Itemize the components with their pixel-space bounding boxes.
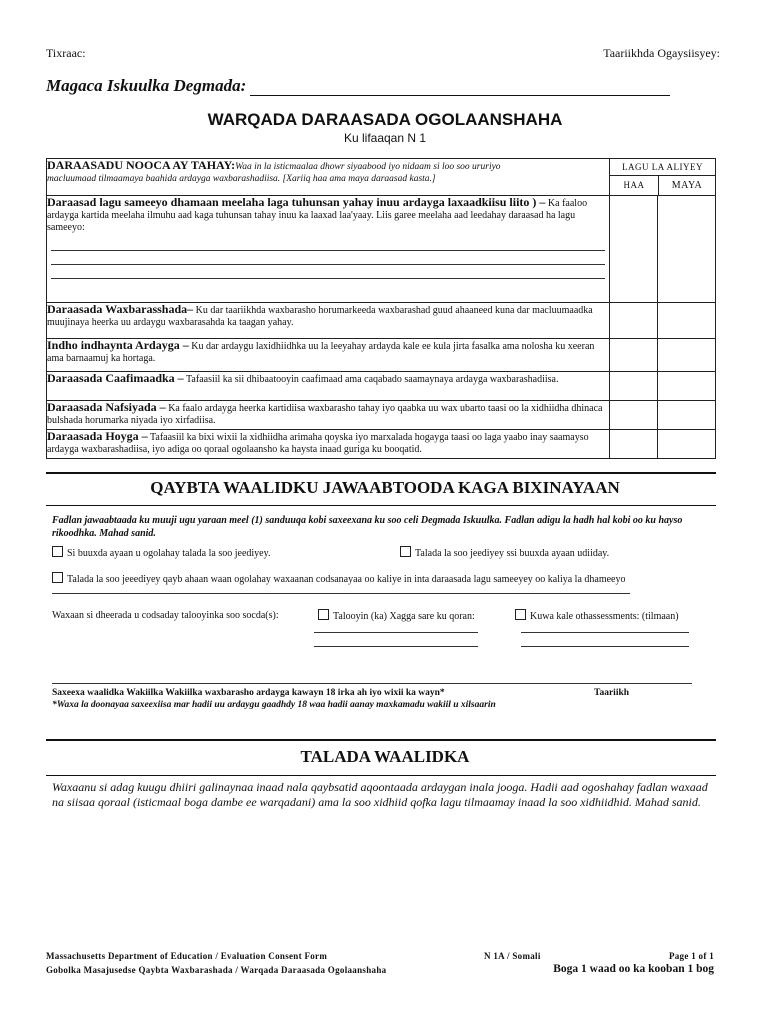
parent-section-text: Waxaanu si adag kuugu dhiiri galinaynaa inaad nala qaybsatid aqoontaada ardaygan inala jooga. Hadii aad ogoshahay fadlan waxaad na siisaa qoraal (isticmaal boga dambe ee warqadani) ama la soo xidhiid qofka lagu tilmaamay inaad la soo xidhiidhid. Mahad sanid. (52, 780, 708, 809)
no-cell[interactable] (658, 339, 716, 372)
discuss-option[interactable] (318, 609, 475, 622)
table-row (47, 196, 610, 303)
row-description: Ku dar taariikhda waxbarasho horumarkeeda waxbarashad guud ahaaneed kuna dar macluumaadka muujinaya heerka uu ardaygu waxbarasahda ka taagan yahay. (47, 305, 593, 328)
yes-cell[interactable] (610, 303, 658, 339)
row-name: Daraasad lagu sameeyo dhamaan meelaha laga tuhunsan yahay inuu ardayga laxaadkiisu liito ) – (47, 195, 546, 209)
header-note-1: Waa in la isticmaalaa dhowr siyaabood iyo nidaam si loo soo ururiyo (235, 162, 501, 172)
section-divider (46, 739, 716, 741)
table-row (47, 303, 610, 339)
row-name: Daraasada Caafimaadka – (47, 371, 184, 385)
parent-section-title: TALADA WAALIDKA (300, 747, 470, 766)
table-header-cell (47, 159, 610, 196)
areas-line[interactable] (51, 251, 605, 265)
table-row (47, 430, 610, 459)
section-divider (46, 505, 716, 506)
date-label: Tixraac: (46, 46, 86, 60)
footer-page-somali: Boga 1 waad oo ka kooban 1 bog (553, 963, 714, 975)
yes-column-label: HAA (610, 176, 659, 195)
refuse-checkbox[interactable] (400, 546, 411, 557)
no-cell[interactable] (658, 372, 716, 401)
no-column-label: MAYA (671, 180, 703, 191)
row-description: Ka faaloo ardayga kartida meelaha ilmuhu aad kaga tuhunsan tahay inuu ka laaxad laa'yaay. Liis garee meelaha aad leedahay daraasad ha lagu sameeyo: (47, 198, 588, 233)
school-name-row (46, 76, 686, 96)
no-cell[interactable] (658, 430, 716, 459)
header-note-2: macluumaad tilmaamaya baahida ardayga waxbarashadiisa. [Xariiq haa ama maya daraasad kasta.] (47, 174, 436, 184)
table-row (47, 372, 610, 401)
assessment-type-heading: DARAASADU NOOCA AY TAHAY: (47, 158, 236, 172)
signature-label: Saxeexa waalidka Wakiilka Wakiilka waxbarasho ardayga kawayn 18 irka ah iyo wixii ka wayn* (52, 688, 445, 698)
yes-cell[interactable] (610, 401, 658, 430)
areas-line[interactable] (51, 237, 605, 251)
agreement-group-label: LAGU LA ALIYEY (610, 159, 715, 176)
row-description: Ka faalo ardayga heerka kartidiisa waxbarasho tahay iyo qaabka uu wax ubarto taasi oo la xidhiidha dhinaca bulshada horumarka niyada iyo xirfadiisa. (47, 403, 603, 426)
partial-consent-option-label: Talada la soo jeeediyey qayb ahaan waan ogolahay waxaanan codsanayaa oo kaliye in inta daraasada lagu sameeyey oo kaliya la dhameeyo (67, 574, 626, 585)
request-label: Waxaan si dheerada u codsaday talooyinka soo socda(s): (52, 610, 279, 621)
agreement-column-header (610, 159, 716, 196)
partial-consent-line[interactable] (52, 593, 630, 594)
form-subtitle: Ku lifaaqan N 1 (343, 131, 427, 145)
discuss-line[interactable] (314, 632, 478, 633)
footer-page-english: Page 1 of 1 (668, 951, 714, 961)
signature-note: *Waxa la doonayaa saxeexiisa mar hadii uu ardaygu gaadhdy 18 waa hadii aanay maxkamadu wakiil u xilsaarin (52, 700, 496, 710)
row-description: Tafaasiil ka sii dhibaatooyin caafimaad ama caqabado saamaynaya ardayga waxbarashadiisa. (186, 374, 559, 385)
discuss-option-label: Talooyin (ka) Xagga sare ku qoran: (333, 611, 475, 622)
no-cell[interactable] (658, 196, 716, 303)
other-line[interactable] (521, 632, 689, 633)
date-sent-label: Taariikhda Ogaysiisyey: (603, 46, 720, 60)
areas-line[interactable] (51, 265, 605, 279)
row-name: Daraasada Nafsiyada – (47, 400, 166, 414)
assessment-table (46, 158, 716, 459)
consent-option-label: Si buuxda ayaan u ogolahay talada la soo jeediyey. (67, 548, 271, 559)
other-checkbox[interactable] (515, 609, 526, 620)
response-section-title: QAYBTA WAALIDKU JAWAABTOODA KAGA BIXINAYAAN (150, 478, 620, 497)
yes-cell[interactable] (610, 196, 658, 303)
yes-cell[interactable] (610, 430, 658, 459)
discuss-line[interactable] (314, 646, 478, 647)
other-line[interactable] (521, 646, 689, 647)
no-cell[interactable] (658, 303, 716, 339)
section-divider (46, 775, 716, 776)
footer-form-code: N 1A / Somali (484, 951, 541, 961)
signature-line[interactable] (52, 683, 692, 684)
footer-dept-somali: Gobolka Masajusedse Qaybta Waxbarashada / Warqada Daraasada Ogolaanshaha (46, 965, 387, 975)
row-name: Daraasada Hoyga – (47, 429, 148, 443)
section-divider (46, 472, 716, 474)
refuse-option[interactable] (400, 546, 609, 559)
table-row (47, 401, 610, 430)
other-option[interactable] (515, 609, 679, 622)
yes-cell[interactable] (610, 372, 658, 401)
row-description: Tafaasiil ka bixi wixii la xidhiidha arimaha qoyska iyo marxalada hogayga taasi oo laga yaabo inay saamayso ardayga waxbarashadiisa, iyo adiga oo qoraal ogolaansho ka haysta inaad guriga ku booqatid. (47, 432, 589, 455)
refuse-option-label: Talada la soo jeediyey ssi buuxda ayaan udiiday. (415, 548, 610, 559)
row-name: Daraasada Waxbarasshada– (47, 302, 194, 316)
discuss-checkbox[interactable] (318, 609, 329, 620)
response-instruction: Fadlan jawaabtaada ku muuji ugu yaraan meel (1) sanduuqa kobi saxeexana ku soo celi Degmada Iskuulka. Fadlan adigu la hadh hal kobi oo ku hayso rikoodhka. Mahad sanid. (52, 515, 683, 539)
partial-consent-option[interactable] (52, 572, 716, 585)
signature-date-label: Taariikh (594, 688, 630, 698)
consent-option[interactable] (52, 546, 270, 559)
table-row (47, 339, 610, 372)
partial-consent-checkbox[interactable] (52, 572, 63, 583)
no-cell[interactable] (658, 401, 716, 430)
consent-checkbox[interactable] (52, 546, 63, 557)
other-option-label: Kuwa kale othassessments: (tilmaan) (530, 611, 679, 622)
school-name-field[interactable] (250, 79, 670, 96)
form-title: WARQADA DARAASADA OGOLAANSHAHA (207, 110, 563, 129)
school-name-label: Magaca Iskuulka Degmada: (46, 76, 247, 95)
yes-cell[interactable] (610, 339, 658, 372)
row-name: Indho indhaynta Ardayga – (47, 338, 189, 352)
row-description: Ku dar ardaygu laxidhiidhka uu la leeyahay ardayda kale ee kula jirta fasalka ama nolosha ku xeeran ama barnaamuj ka hortaga. (47, 341, 595, 364)
footer-dept-english: Massachusetts Department of Education / Evaluation Consent Form (46, 951, 328, 961)
